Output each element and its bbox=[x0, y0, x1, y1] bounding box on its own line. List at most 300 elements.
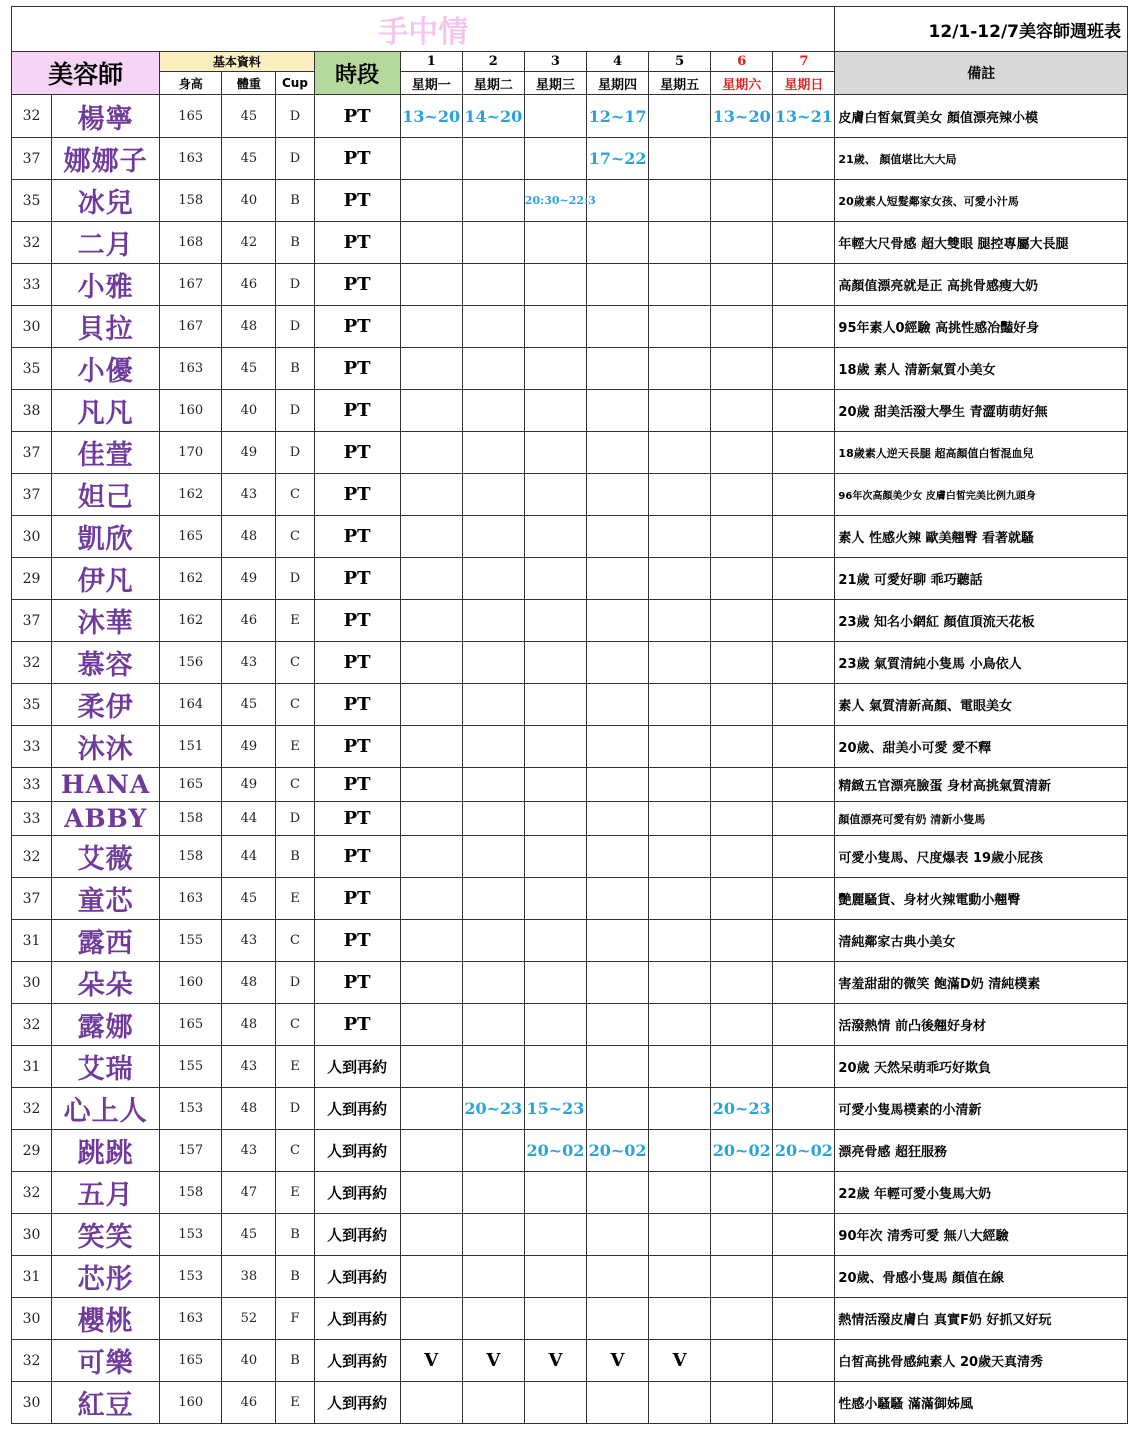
schedule-cell-day-3 bbox=[524, 600, 586, 642]
age-cell: 32 bbox=[12, 222, 52, 264]
schedule-cell-day-4: 12~17 bbox=[586, 95, 648, 138]
cup-cell: D bbox=[276, 432, 314, 474]
height-cell: 158 bbox=[160, 180, 222, 222]
period-cell: 人到再約 bbox=[314, 1172, 400, 1214]
schedule-cell-day-6 bbox=[711, 180, 773, 222]
age-cell: 37 bbox=[12, 600, 52, 642]
table-row bbox=[12, 264, 1128, 306]
schedule-cell-day-7 bbox=[773, 600, 835, 642]
note-cell: 皮膚白皙氣質美女 顏值漂亮辣小模 bbox=[835, 95, 1128, 138]
schedule-cell-day-1 bbox=[400, 1088, 462, 1130]
weight-cell: 43 bbox=[222, 920, 276, 962]
schedule-cell-day-4 bbox=[586, 836, 648, 878]
schedule-cell-day-6 bbox=[711, 726, 773, 768]
note-cell: 可愛小隻馬、尺度爆表 19歲小屁孩 bbox=[835, 836, 1128, 878]
schedule-cell-day-1 bbox=[400, 180, 462, 222]
schedule-cell-day-2 bbox=[462, 642, 524, 684]
table-row bbox=[12, 642, 1128, 684]
schedule-cell-day-7 bbox=[773, 962, 835, 1004]
schedule-cell-day-2 bbox=[462, 1004, 524, 1046]
height-cell: 163 bbox=[160, 138, 222, 180]
schedule-cell-day-4 bbox=[586, 474, 648, 516]
schedule-cell-day-3 bbox=[524, 95, 586, 138]
weight-cell: 43 bbox=[222, 1046, 276, 1088]
cup-cell: D bbox=[276, 1088, 314, 1130]
schedule-cell-day-1 bbox=[400, 962, 462, 1004]
beautician-name: 朵朵 bbox=[52, 962, 160, 1004]
period-cell: 人到再約 bbox=[314, 1088, 400, 1130]
day-label-7: 星期日 bbox=[773, 72, 835, 95]
schedule-cell-day-5 bbox=[649, 1088, 711, 1130]
weight-cell: 46 bbox=[222, 600, 276, 642]
weight-cell: 49 bbox=[222, 432, 276, 474]
cup-cell: D bbox=[276, 95, 314, 138]
age-cell: 33 bbox=[12, 726, 52, 768]
schedule-cell-day-6: 13~20 bbox=[711, 95, 773, 138]
cup-cell: D bbox=[276, 138, 314, 180]
schedule-cell-day-4 bbox=[586, 1256, 648, 1298]
schedule-cell-day-6 bbox=[711, 684, 773, 726]
cup-cell: C bbox=[276, 768, 314, 802]
height-cell: 165 bbox=[160, 95, 222, 138]
schedule-cell-day-7 bbox=[773, 1256, 835, 1298]
note-cell: 活潑熱情 前凸後翹好身材 bbox=[835, 1004, 1128, 1046]
age-cell: 30 bbox=[12, 516, 52, 558]
schedule-cell-day-5 bbox=[649, 962, 711, 1004]
schedule-cell-day-7 bbox=[773, 516, 835, 558]
age-cell: 35 bbox=[12, 180, 52, 222]
weight-cell: 45 bbox=[222, 684, 276, 726]
cup-cell: E bbox=[276, 878, 314, 920]
period-cell: 人到再約 bbox=[314, 1340, 400, 1382]
period-cell: PT bbox=[314, 306, 400, 348]
height-cell: 157 bbox=[160, 1130, 222, 1172]
schedule-cell-day-2 bbox=[462, 802, 524, 836]
note-cell: 23歲 氣質清純小隻馬 小鳥依人 bbox=[835, 642, 1128, 684]
beautician-name: 笑笑 bbox=[52, 1214, 160, 1256]
schedule-cell-day-7 bbox=[773, 138, 835, 180]
period-cell: 人到再約 bbox=[314, 1046, 400, 1088]
schedule-cell-day-4 bbox=[586, 1214, 648, 1256]
weight-cell: 40 bbox=[222, 390, 276, 432]
schedule-cell-day-5 bbox=[649, 1046, 711, 1088]
period-cell: PT bbox=[314, 516, 400, 558]
day-number-7: 7 bbox=[773, 52, 835, 72]
schedule-cell-day-6 bbox=[711, 1214, 773, 1256]
weight-cell: 44 bbox=[222, 836, 276, 878]
schedule-cell-day-1: V bbox=[400, 1340, 462, 1382]
schedule-cell-day-5 bbox=[649, 180, 711, 222]
beautician-name: 露娜 bbox=[52, 1004, 160, 1046]
note-cell: 18歲 素人 清新氣質小美女 bbox=[835, 348, 1128, 390]
schedule-cell-day-7: 13~21 bbox=[773, 95, 835, 138]
schedule-cell-day-4 bbox=[586, 558, 648, 600]
weekly-schedule-table bbox=[11, 6, 1128, 1424]
note-cell: 顏值漂亮可愛有奶 清新小隻馬 bbox=[835, 802, 1128, 836]
note-cell: 20歲、骨感小隻馬 顏值在線 bbox=[835, 1256, 1128, 1298]
beautician-header: 美容師 bbox=[12, 52, 160, 95]
schedule-cell-day-6: 20~23 bbox=[711, 1088, 773, 1130]
schedule-cell-day-2 bbox=[462, 348, 524, 390]
beautician-name: 童芯 bbox=[52, 878, 160, 920]
cup-header: Cup bbox=[276, 72, 314, 95]
schedule-cell-day-3 bbox=[524, 642, 586, 684]
schedule-cell-day-2 bbox=[462, 836, 524, 878]
schedule-cell-day-2 bbox=[462, 432, 524, 474]
age-cell: 37 bbox=[12, 878, 52, 920]
schedule-cell-day-5 bbox=[649, 390, 711, 432]
schedule-cell-day-4 bbox=[586, 600, 648, 642]
period-cell: PT bbox=[314, 600, 400, 642]
schedule-cell-day-4 bbox=[586, 1382, 648, 1424]
weight-cell: 45 bbox=[222, 878, 276, 920]
height-cell: 158 bbox=[160, 802, 222, 836]
schedule-cell-day-7 bbox=[773, 558, 835, 600]
age-cell: 37 bbox=[12, 432, 52, 474]
schedule-cell-day-7 bbox=[773, 768, 835, 802]
period-cell: PT bbox=[314, 222, 400, 264]
height-cell: 160 bbox=[160, 390, 222, 432]
age-cell: 32 bbox=[12, 642, 52, 684]
beautician-name: 小優 bbox=[52, 348, 160, 390]
beautician-name: 沐沐 bbox=[52, 726, 160, 768]
schedule-cell-day-4 bbox=[586, 962, 648, 1004]
schedule-cell-day-6 bbox=[711, 642, 773, 684]
height-cell: 156 bbox=[160, 642, 222, 684]
schedule-cell-day-5 bbox=[649, 516, 711, 558]
table-row bbox=[12, 1382, 1128, 1424]
period-cell: PT bbox=[314, 138, 400, 180]
weight-cell: 45 bbox=[222, 1214, 276, 1256]
beautician-name: 沐華 bbox=[52, 600, 160, 642]
weight-cell: 48 bbox=[222, 962, 276, 1004]
day-number-1: 1 bbox=[400, 52, 462, 72]
basic-info-header: 基本資料 bbox=[160, 52, 314, 72]
schedule-cell-day-6 bbox=[711, 836, 773, 878]
schedule-cell-day-3 bbox=[524, 432, 586, 474]
weight-cell: 42 bbox=[222, 222, 276, 264]
schedule-cell-day-4: V bbox=[586, 1340, 648, 1382]
table-row bbox=[12, 348, 1128, 390]
day-label-5: 星期五 bbox=[649, 72, 711, 95]
schedule-cell-day-1 bbox=[400, 222, 462, 264]
schedule-cell-day-4 bbox=[586, 1298, 648, 1340]
table-row bbox=[12, 432, 1128, 474]
height-cell: 155 bbox=[160, 1046, 222, 1088]
schedule-cell-day-4: 20~02 bbox=[586, 1130, 648, 1172]
weight-cell: 49 bbox=[222, 558, 276, 600]
schedule-cell-day-5 bbox=[649, 558, 711, 600]
schedule-cell-day-5: V bbox=[649, 1340, 711, 1382]
age-cell: 32 bbox=[12, 1088, 52, 1130]
day-number-2: 2 bbox=[462, 52, 524, 72]
beautician-name: 妲己 bbox=[52, 474, 160, 516]
height-cell: 158 bbox=[160, 1172, 222, 1214]
schedule-cell-day-2: 14~20 bbox=[462, 95, 524, 138]
note-cell: 90年次 清秀可愛 無八大經驗 bbox=[835, 1214, 1128, 1256]
period-cell: PT bbox=[314, 878, 400, 920]
schedule-cell-day-1 bbox=[400, 1256, 462, 1298]
week-title: 12/1-12/7美容師週班表 bbox=[835, 7, 1128, 52]
beautician-name: 冰兒 bbox=[52, 180, 160, 222]
schedule-cell-day-3 bbox=[524, 836, 586, 878]
schedule-cell-day-2 bbox=[462, 962, 524, 1004]
schedule-cell-day-4 bbox=[586, 768, 648, 802]
schedule-cell-day-2 bbox=[462, 684, 524, 726]
schedule-cell-day-7 bbox=[773, 836, 835, 878]
age-cell: 33 bbox=[12, 802, 52, 836]
schedule-cell-day-1 bbox=[400, 348, 462, 390]
schedule-cell-day-2 bbox=[462, 180, 524, 222]
table-row bbox=[12, 306, 1128, 348]
schedule-cell-day-2 bbox=[462, 878, 524, 920]
age-cell: 33 bbox=[12, 264, 52, 306]
cup-cell: B bbox=[276, 222, 314, 264]
cup-cell: E bbox=[276, 600, 314, 642]
weight-cell: 43 bbox=[222, 1130, 276, 1172]
schedule-cell-day-1 bbox=[400, 768, 462, 802]
height-cell: 164 bbox=[160, 684, 222, 726]
height-cell: 162 bbox=[160, 600, 222, 642]
schedule-cell-day-7 bbox=[773, 642, 835, 684]
schedule-cell-day-1: 13~20 bbox=[400, 95, 462, 138]
schedule-cell-day-4 bbox=[586, 642, 648, 684]
schedule-cell-day-7 bbox=[773, 1298, 835, 1340]
schedule-cell-day-4 bbox=[586, 1088, 648, 1130]
schedule-cell-day-7 bbox=[773, 432, 835, 474]
schedule-cell-day-5 bbox=[649, 836, 711, 878]
note-cell: 22歲 年輕可愛小隻馬大奶 bbox=[835, 1172, 1128, 1214]
height-cell: 165 bbox=[160, 516, 222, 558]
day-number-5: 5 bbox=[649, 52, 711, 72]
period-header: 時段 bbox=[314, 52, 400, 95]
table-row bbox=[12, 878, 1128, 920]
beautician-name: 二月 bbox=[52, 222, 160, 264]
schedule-cell-day-1 bbox=[400, 1046, 462, 1088]
schedule-cell-day-5 bbox=[649, 726, 711, 768]
period-cell: PT bbox=[314, 264, 400, 306]
table-row bbox=[12, 768, 1128, 802]
note-cell: 20歲素人短髮鄰家女孩、可愛小汁馬 bbox=[835, 180, 1128, 222]
schedule-cell-day-5 bbox=[649, 348, 711, 390]
cup-cell: D bbox=[276, 558, 314, 600]
schedule-cell-day-4 bbox=[586, 684, 648, 726]
schedule-cell-day-5 bbox=[649, 684, 711, 726]
day-label-6: 星期六 bbox=[711, 72, 773, 95]
cup-cell: C bbox=[276, 516, 314, 558]
schedule-cell-day-1 bbox=[400, 1382, 462, 1424]
schedule-cell-day-7 bbox=[773, 1004, 835, 1046]
age-cell: 30 bbox=[12, 1298, 52, 1340]
beautician-name: 伊凡 bbox=[52, 558, 160, 600]
schedule-cell-day-7 bbox=[773, 390, 835, 432]
schedule-cell-day-6 bbox=[711, 348, 773, 390]
schedule-cell-day-6 bbox=[711, 558, 773, 600]
schedule-cell-day-5 bbox=[649, 1256, 711, 1298]
note-cell: 性感小騷騷 滿滿御姊風 bbox=[835, 1382, 1128, 1424]
schedule-cell-day-4 bbox=[586, 516, 648, 558]
beautician-name: 小雅 bbox=[52, 264, 160, 306]
table-row bbox=[12, 1004, 1128, 1046]
note-cell: 熱情活潑皮膚白 真實F奶 好抓又好玩 bbox=[835, 1298, 1128, 1340]
schedule-cell-day-3 bbox=[524, 726, 586, 768]
age-cell: 33 bbox=[12, 768, 52, 802]
schedule-cell-day-3: V bbox=[524, 1340, 586, 1382]
schedule-cell-day-5 bbox=[649, 920, 711, 962]
schedule-cell-day-3 bbox=[524, 920, 586, 962]
cup-cell: B bbox=[276, 1340, 314, 1382]
cup-cell: B bbox=[276, 1214, 314, 1256]
age-cell: 32 bbox=[12, 1172, 52, 1214]
weight-cell: 43 bbox=[222, 474, 276, 516]
table-row bbox=[12, 600, 1128, 642]
schedule-cell-day-1 bbox=[400, 726, 462, 768]
schedule-cell-day-5 bbox=[649, 1172, 711, 1214]
schedule-cell-day-6 bbox=[711, 1298, 773, 1340]
schedule-cell-day-3 bbox=[524, 878, 586, 920]
schedule-cell-day-5 bbox=[649, 878, 711, 920]
schedule-cell-day-5 bbox=[649, 432, 711, 474]
period-cell: PT bbox=[314, 558, 400, 600]
height-cell: 165 bbox=[160, 1340, 222, 1382]
height-cell: 160 bbox=[160, 1382, 222, 1424]
schedule-cell-day-4 bbox=[586, 878, 648, 920]
cup-cell: C bbox=[276, 920, 314, 962]
schedule-cell-day-3 bbox=[524, 684, 586, 726]
schedule-cell-day-7 bbox=[773, 1382, 835, 1424]
age-cell: 31 bbox=[12, 1046, 52, 1088]
schedule-cell-day-5 bbox=[649, 1130, 711, 1172]
height-cell: 163 bbox=[160, 348, 222, 390]
age-cell: 32 bbox=[12, 1004, 52, 1046]
schedule-cell-day-6 bbox=[711, 1340, 773, 1382]
brand-title-cell bbox=[12, 7, 835, 52]
table-row bbox=[12, 684, 1128, 726]
schedule-cell-day-5 bbox=[649, 642, 711, 684]
schedule-cell-day-4 bbox=[586, 726, 648, 768]
weight-cell: 47 bbox=[222, 1172, 276, 1214]
table-row bbox=[12, 474, 1128, 516]
height-cell: 167 bbox=[160, 306, 222, 348]
age-cell: 31 bbox=[12, 920, 52, 962]
schedule-cell-day-1 bbox=[400, 516, 462, 558]
table-row bbox=[12, 1256, 1128, 1298]
schedule-cell-day-1 bbox=[400, 878, 462, 920]
cup-cell: D bbox=[276, 390, 314, 432]
cup-cell: B bbox=[276, 348, 314, 390]
weight-cell: 48 bbox=[222, 516, 276, 558]
period-cell: PT bbox=[314, 684, 400, 726]
note-cell: 害羞甜甜的微笑 飽滿D奶 清純樸素 bbox=[835, 962, 1128, 1004]
schedule-cell-day-3 bbox=[524, 222, 586, 264]
schedule-cell-day-3 bbox=[524, 1172, 586, 1214]
cup-cell: E bbox=[276, 1382, 314, 1424]
day-number-4: 4 bbox=[586, 52, 648, 72]
note-cell: 素人 氣質清新高顏、電眼美女 bbox=[835, 684, 1128, 726]
schedule-cell-day-4 bbox=[586, 180, 648, 222]
weight-header: 體重 bbox=[222, 72, 276, 95]
table-row bbox=[12, 1172, 1128, 1214]
age-cell: 30 bbox=[12, 1214, 52, 1256]
period-cell: PT bbox=[314, 920, 400, 962]
schedule-cell-day-3 bbox=[524, 1256, 586, 1298]
day-label-4: 星期四 bbox=[586, 72, 648, 95]
schedule-cell-day-2 bbox=[462, 390, 524, 432]
weight-cell: 46 bbox=[222, 1382, 276, 1424]
table-row bbox=[12, 802, 1128, 836]
table-row bbox=[12, 1214, 1128, 1256]
schedule-cell-day-3 bbox=[524, 1382, 586, 1424]
schedule-cell-day-2 bbox=[462, 726, 524, 768]
beautician-name: 芯彤 bbox=[52, 1256, 160, 1298]
schedule-cell-day-3 bbox=[524, 264, 586, 306]
schedule-cell-day-1 bbox=[400, 600, 462, 642]
cup-cell: C bbox=[276, 642, 314, 684]
beautician-name: 楊寧 bbox=[52, 95, 160, 138]
schedule-cell-day-3 bbox=[524, 768, 586, 802]
note-cell: 21歲、 顏值堪比大大局 bbox=[835, 138, 1128, 180]
cup-cell: C bbox=[276, 1130, 314, 1172]
note-cell: 漂亮骨感 超狂服務 bbox=[835, 1130, 1128, 1172]
weight-cell: 48 bbox=[222, 1088, 276, 1130]
schedule-cell-day-5 bbox=[649, 1382, 711, 1424]
schedule-cell-day-1 bbox=[400, 642, 462, 684]
schedule-cell-day-1 bbox=[400, 684, 462, 726]
schedule-cell-day-3: 20~02 bbox=[524, 1130, 586, 1172]
schedule-cell-day-3 bbox=[524, 516, 586, 558]
beautician-name: HANA bbox=[52, 768, 160, 802]
cup-cell: C bbox=[276, 684, 314, 726]
note-cell: 20歲 天然呆萌乖巧好欺負 bbox=[835, 1046, 1128, 1088]
height-cell: 168 bbox=[160, 222, 222, 264]
period-cell: PT bbox=[314, 1004, 400, 1046]
schedule-cell-day-2 bbox=[462, 1298, 524, 1340]
weight-cell: 43 bbox=[222, 642, 276, 684]
beautician-name: 紅豆 bbox=[52, 1382, 160, 1424]
height-cell: 167 bbox=[160, 264, 222, 306]
schedule-cell-day-7 bbox=[773, 920, 835, 962]
weight-cell: 49 bbox=[222, 726, 276, 768]
schedule-cell-day-4 bbox=[586, 432, 648, 474]
schedule-cell-day-2 bbox=[462, 264, 524, 306]
schedule-cell-day-6 bbox=[711, 878, 773, 920]
day-label-2: 星期二 bbox=[462, 72, 524, 95]
schedule-cell-day-2: V bbox=[462, 1340, 524, 1382]
schedule-cell-day-6 bbox=[711, 962, 773, 1004]
height-cell: 153 bbox=[160, 1214, 222, 1256]
schedule-cell-day-2 bbox=[462, 138, 524, 180]
schedule-cell-day-1 bbox=[400, 836, 462, 878]
age-cell: 30 bbox=[12, 1382, 52, 1424]
schedule-cell-day-6 bbox=[711, 474, 773, 516]
schedule-cell-day-7 bbox=[773, 802, 835, 836]
schedule-cell-day-4 bbox=[586, 802, 648, 836]
beautician-name: 柔伊 bbox=[52, 684, 160, 726]
schedule-cell-day-6 bbox=[711, 1382, 773, 1424]
table-row bbox=[12, 726, 1128, 768]
schedule-cell-day-5 bbox=[649, 768, 711, 802]
beautician-name: 五月 bbox=[52, 1172, 160, 1214]
schedule-cell-day-6 bbox=[711, 306, 773, 348]
schedule-cell-day-2 bbox=[462, 1130, 524, 1172]
schedule-cell-day-7 bbox=[773, 1340, 835, 1382]
schedule-cell-day-4 bbox=[586, 390, 648, 432]
schedule-cell-day-6 bbox=[711, 138, 773, 180]
day-number-3: 3 bbox=[524, 52, 586, 72]
schedule-cell-day-4 bbox=[586, 348, 648, 390]
period-cell: PT bbox=[314, 348, 400, 390]
note-cell: 95年素人0經驗 高挑性感冶豔好身 bbox=[835, 306, 1128, 348]
